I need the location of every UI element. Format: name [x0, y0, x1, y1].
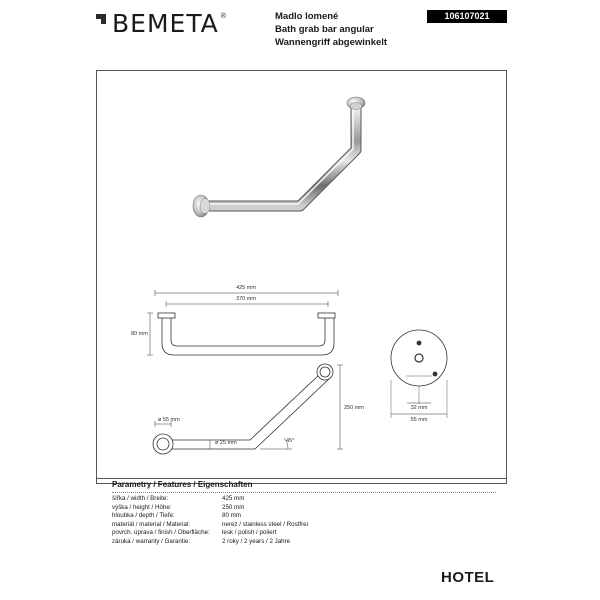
title-czech: Madlo lomené — [275, 11, 339, 22]
param-label: povrch. úprava / finish / Oberfläche: — [112, 529, 210, 537]
param-label: hloubka / depth / Tiefe: — [112, 512, 175, 520]
param-row-depth — [112, 512, 308, 521]
param-label: šířka / width / Breite: — [112, 495, 169, 502]
param-row-warranty — [112, 538, 308, 547]
product-photo — [193, 97, 365, 217]
parameters-divider — [112, 492, 496, 493]
parameters-heading: Parametry / Features / Eigenschaften — [112, 480, 253, 489]
param-value: 80 mm — [222, 512, 241, 520]
param-value: 425 mm — [222, 495, 245, 502]
frame-divider — [96, 478, 507, 479]
brand-name: BEMETA — [112, 9, 219, 38]
parameters-table — [112, 495, 308, 547]
registered-mark: ® — [220, 13, 226, 20]
param-value: nerez / stainless steel / Rostfrei — [222, 520, 308, 528]
dim-depth: 80 mm — [131, 331, 148, 337]
side-view-drawing — [153, 364, 343, 454]
dim-inner-width: 370 mm — [236, 296, 256, 302]
product-code: 106107021 — [427, 10, 507, 23]
dim-height: 250 mm — [344, 405, 364, 411]
param-label: výška / height / Höhe: — [112, 503, 172, 511]
dim-flange-diameter: ø 55 mm — [158, 417, 180, 423]
product-line-label: HOTEL — [441, 569, 495, 586]
param-label: materiál / material / Material: — [112, 520, 191, 528]
param-value: 250 mm — [222, 503, 245, 511]
param-row-material — [112, 521, 308, 530]
title-german: Wannengriff abgewinkelt — [275, 37, 388, 48]
param-row-width — [112, 495, 308, 504]
param-row-finish — [112, 529, 308, 538]
param-value: lesk / polish / poliert — [222, 529, 277, 537]
dim-total-width: 425 mm — [236, 285, 256, 291]
dim-tube-diameter: ø 25 mm — [215, 440, 237, 446]
param-row-height — [112, 504, 308, 513]
dim-screw-spacing: 32 mm — [410, 405, 428, 411]
title-english: Bath grab bar angular — [275, 24, 374, 35]
dim-angle: 45° — [286, 438, 295, 444]
dim-rosette: 55 mm — [410, 417, 428, 423]
param-value: 2 roky / 2 years / 2 Jahre — [222, 537, 291, 545]
param-label: záruka / warranty / Garantie: — [112, 537, 191, 545]
